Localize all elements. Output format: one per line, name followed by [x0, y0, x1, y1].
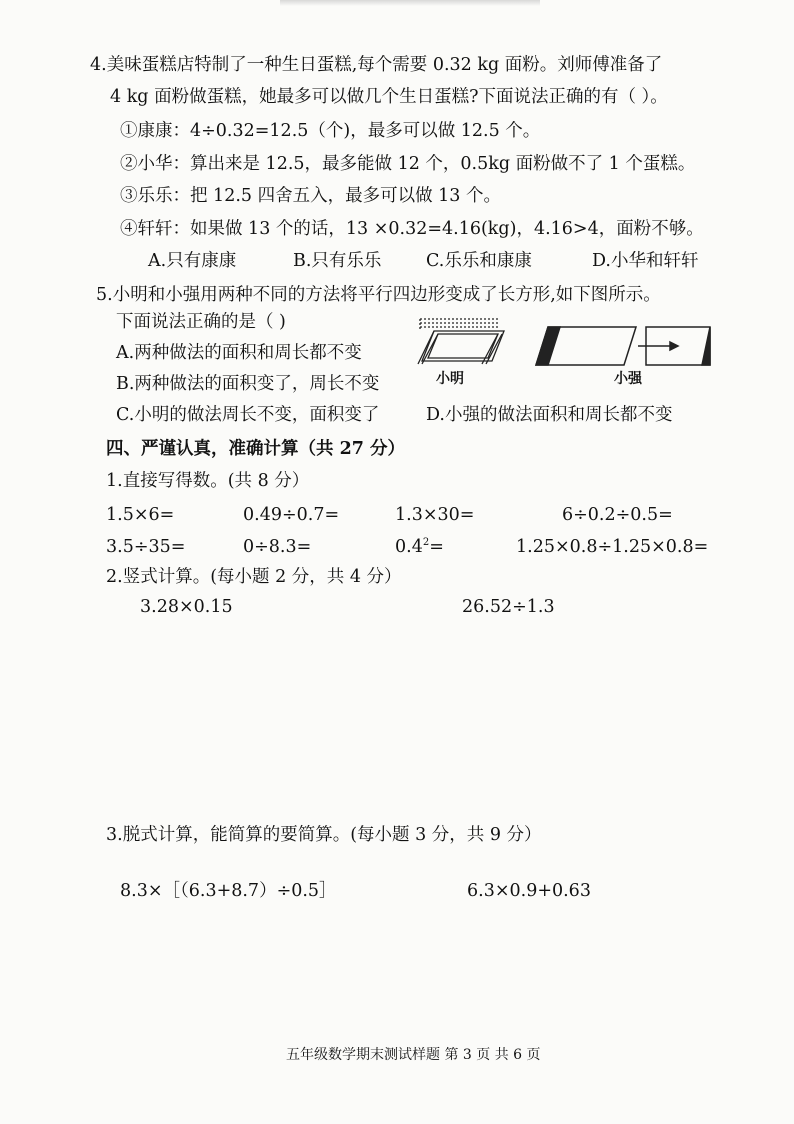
- part1-title: 1.直接写得数。(共 8 分）: [106, 471, 310, 491]
- q5-line1: 5.小明和小强用两种不同的方法将平行四边形变成了长方形,如下图所示。: [96, 285, 661, 305]
- section4-title: 四、严谨认真，准确计算（共 27 分）: [106, 439, 406, 459]
- vertical-calc-item: 26.52÷1.3: [462, 597, 555, 617]
- q5-line2: 下面说法正确的是（ ): [116, 312, 286, 332]
- xiaoming-label: 小明: [436, 371, 464, 387]
- vertical-calc-item: 3.28×0.15: [140, 597, 233, 617]
- q4-statement-3: ③乐乐：把 12.5 四舍五入，最多可以做 13 个。: [120, 186, 501, 206]
- oral-calc-item: 1.5×6=: [106, 505, 175, 525]
- q4-statement-2: ②小华：算出来是 12.5，最多能做 12 个，0.5kg 面粉做不了 1 个蛋糕。: [120, 154, 696, 174]
- q4-statement-4: ④轩轩：如果做 13 个的话，13 ×0.32=4.16(kg)，4.16>4，面粉不够。: [120, 219, 704, 239]
- q5-option-b: B.两种做法的面积变了，周长不变: [116, 374, 380, 394]
- top-edge-mark: [280, 0, 540, 6]
- oral-calc-item: 0÷8.3=: [243, 537, 312, 557]
- step-calc-item: 6.3×0.9+0.63: [467, 881, 591, 901]
- q5-option-d: D.小强的做法面积和周长都不变: [426, 405, 673, 425]
- q4-line2: 4 kg 面粉做蛋糕，她最多可以做几个生日蛋糕?下面说法正确的有（ ）。: [110, 87, 668, 107]
- q4-option-b: B.只有乐乐: [293, 251, 382, 271]
- q4-line1: 4.美味蛋糕店特制了一种生日蛋糕,每个需要 0.32 kg 面粉。刘师傅准备了: [90, 55, 663, 75]
- oral-calc-item: 6÷0.2÷0.5=: [562, 505, 673, 525]
- q5-option-c: C.小明的做法周长不变，面积变了: [116, 405, 380, 425]
- xiaoming-figure: [412, 314, 512, 374]
- q4-statement-1: ①康康：4÷0.32=12.5（个)，最多可以做 12.5 个。: [120, 121, 541, 141]
- oral-calc-item: 1.3×30=: [395, 505, 475, 525]
- q5-option-a: A.两种做法的面积和周长都不变: [116, 343, 362, 363]
- part3-title: 3.脱式计算，能简算的要简算。(每小题 3 分，共 9 分）: [106, 825, 542, 845]
- oral-calc-equals: =: [429, 537, 444, 557]
- q4-option-d: D.小华和轩轩: [592, 251, 699, 271]
- q4-option-a: A.只有康康: [148, 251, 237, 271]
- oral-calc-item: 1.25×0.8÷1.25×0.8=: [516, 537, 709, 557]
- oral-calc-item: 3.5÷35=: [106, 537, 186, 557]
- oral-calc-base: 0.4: [395, 537, 423, 557]
- xiaoqiang-figure: [534, 323, 724, 371]
- step-calc-item: 8.3×［（6.3+8.7）÷0.5］: [120, 881, 337, 901]
- q4-option-c: C.乐乐和康康: [426, 251, 532, 271]
- oral-calc-exponent: 2: [422, 537, 430, 549]
- xiaoqiang-label: 小强: [614, 371, 642, 387]
- oral-calc-item: 0.49÷0.7=: [243, 505, 340, 525]
- page-footer: 五年级数学期末测试样题 第 3 页 共 6 页: [286, 1047, 541, 1063]
- part2-title: 2.竖式计算。(每小题 2 分，共 4 分）: [106, 567, 402, 587]
- oral-calc-item-power: [395, 536, 444, 558]
